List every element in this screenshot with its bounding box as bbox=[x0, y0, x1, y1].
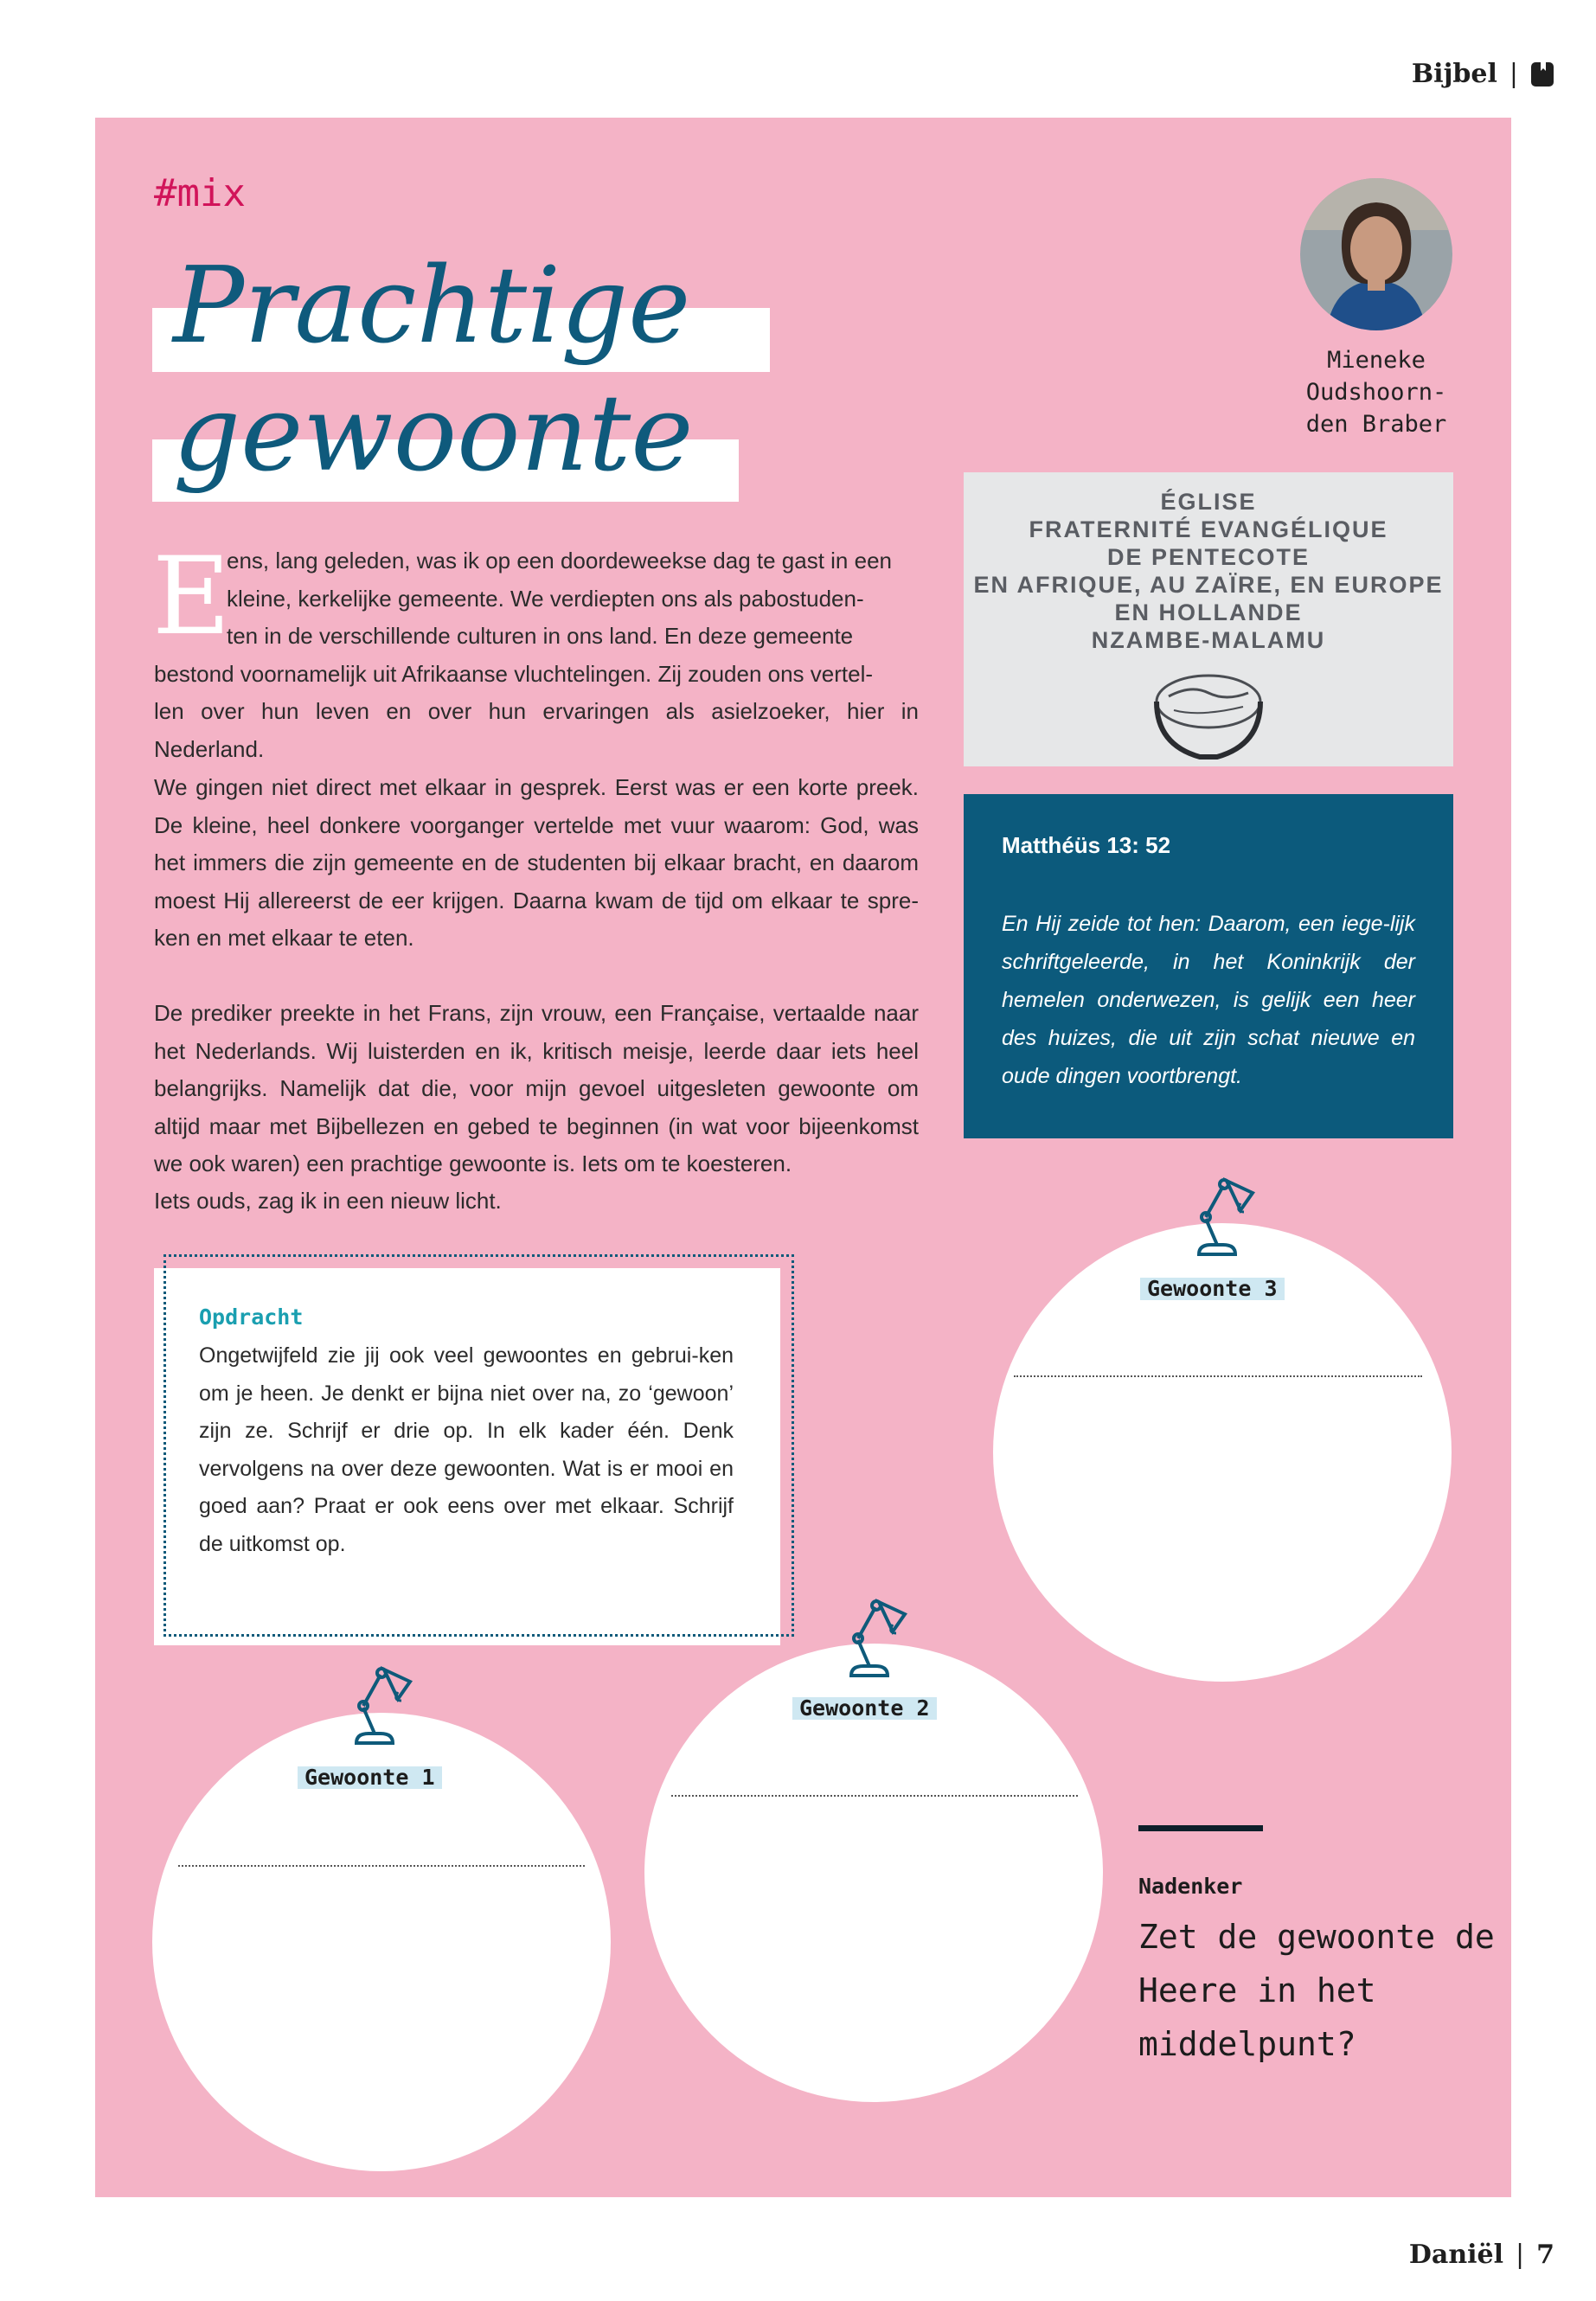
author-name-line-2: Oudshoorn- bbox=[1305, 379, 1447, 406]
sign-line-3: DE PENTECOTE bbox=[1106, 544, 1311, 570]
article-line-3: ten in de verschillende culturen in ons land. En deze gemeente bbox=[227, 623, 854, 649]
globe-hands-emblem bbox=[1139, 667, 1278, 762]
assignment-heading: Opdracht bbox=[199, 1304, 304, 1330]
habit-label-1: Gewoonte 1 bbox=[298, 1766, 442, 1789]
article-paragraph-2: We gingen niet direct met elkaar in gesprek. Eerst was er een korte preek. De kleine, heel donkere voorganger vertelde met vuur waarom: God, was het immers die zijn gemeente en de studenten bij elkaar bracht, en daarom moest Hij allereerst de eer krijgen. Daarna kwam de tijd om elkaar te spre-ken en met elkaar te eten. bbox=[154, 774, 919, 951]
book-icon bbox=[1530, 61, 1554, 87]
church-sign-text bbox=[964, 488, 1453, 654]
desk-lamp-icon bbox=[1187, 1172, 1256, 1257]
article-line-2: kleine, kerkelijke gemeente. We verdiepten ons als pabostuden- bbox=[227, 585, 864, 612]
sign-line-5: EN HOLLANDE bbox=[1114, 599, 1303, 625]
section-name: Bijbel bbox=[1411, 59, 1497, 89]
article-line-4: bestond voornamelijk uit Afrikaanse vluchtelingen. Zij zouden ons vertel- bbox=[154, 660, 874, 687]
habit-label-2: Gewoonte 2 bbox=[792, 1697, 937, 1720]
desk-lamp-icon bbox=[839, 1593, 908, 1678]
drop-cap: E bbox=[152, 535, 231, 659]
sign-line-1: ÉGLISE bbox=[1160, 489, 1257, 515]
sign-line-2: FRATERNITÉ EVANGÉLIQUE bbox=[1029, 516, 1388, 542]
nadenker-heading: Nadenker bbox=[1138, 1874, 1243, 1899]
habit-label-3: Gewoonte 3 bbox=[1140, 1278, 1285, 1300]
habit-writing-line-1 bbox=[178, 1865, 585, 1867]
page-footer bbox=[1409, 2240, 1554, 2270]
article-paragraph-1 bbox=[152, 535, 919, 768]
title-line-1: Prachtige bbox=[173, 244, 691, 367]
nadenker-rule bbox=[1138, 1825, 1263, 1831]
footer-separator: | bbox=[1516, 2240, 1525, 2270]
habit-writing-line-3 bbox=[1014, 1375, 1422, 1377]
author-name bbox=[1270, 344, 1483, 440]
bible-verse-box bbox=[964, 794, 1453, 1138]
category-tag: #mix bbox=[154, 171, 246, 215]
church-sign-photo bbox=[964, 472, 1453, 766]
article-paragraph-4: Iets ouds, zag ik in een nieuw licht. bbox=[154, 1188, 502, 1214]
article-line-5: len over hun leven en over hun ervaringen als asielzoeker, hier in Nederland. bbox=[154, 698, 919, 762]
author-name-line-3: den Braber bbox=[1305, 411, 1447, 438]
verse-text: En Hij zeide tot hen: Daarom, een iege-lijk schriftgeleerde, in het Koninkrijk der hemelen onderwezen, is gelijk een heer des huizes, die uit zijn schat nieuwe en oude dingen voortbrengt. bbox=[1002, 912, 1415, 1088]
title-line-2: gewoonte bbox=[173, 372, 694, 495]
verse-reference: Matthéüs 13: 52 bbox=[1002, 832, 1171, 858]
magazine-name: Daniël bbox=[1408, 2240, 1504, 2270]
nadenker-question: Zet de gewoonte de Heere in het middelpunt? bbox=[1138, 1918, 1495, 2063]
author-name-line-1: Mieneke bbox=[1327, 347, 1426, 374]
article-line-1: ens, lang geleden, was ik op een doordeweekse dag te gast in een bbox=[227, 548, 892, 574]
article-paragraph-3: De prediker preekte in het Frans, zijn vrouw, een Française, vertaalde naar het Nederlands. Wij luisterden en ik, kritisch meisje, leerde daar iets heel belangrijks. Namelijk dat die, voor mijn gevoel uitgesleten gewoonte om altijd maar met Bijbellezen en gebed te beginnen (in wat voor bijeenkomst we ook waren) een prachtige gewoonte is. Iets om te koesteren. bbox=[154, 1000, 919, 1176]
habit-writing-line-2 bbox=[671, 1795, 1078, 1797]
header-separator: | bbox=[1509, 59, 1518, 89]
page-number: 7 bbox=[1536, 2240, 1554, 2270]
sign-line-4: EN AFRIQUE, AU ZAÏRE, EN EUROPE bbox=[973, 572, 1444, 598]
portrait-photo bbox=[1300, 178, 1452, 330]
section-header bbox=[1412, 59, 1554, 89]
desk-lamp-icon bbox=[344, 1661, 413, 1746]
assignment-text: Ongetwijfeld zie jij ook veel gewoontes en gebrui-ken om je heen. Je denkt er bijna niet over na, zo ‘gewoon’ zijn ze. Schrijf er drie op. In elk kader één. Denk vervolgens na over deze gewoonten. Wat is er mooi en goed aan? Praat er ook eens over met elkaar. Schrijf de uitkomst op. bbox=[199, 1343, 734, 1556]
sign-line-6: NZAMBE-MALAMU bbox=[1091, 627, 1326, 653]
